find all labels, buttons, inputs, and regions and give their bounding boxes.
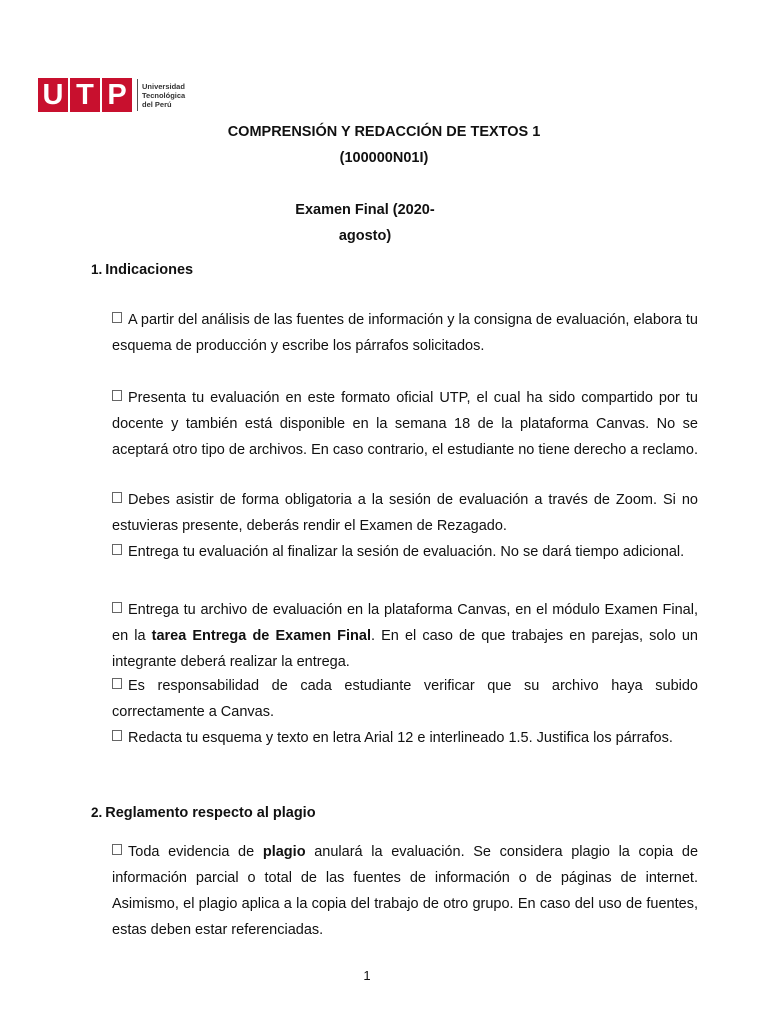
checkbox-glyph-icon [112, 678, 122, 689]
section-number: 2. [91, 805, 103, 820]
course-title: COMPRENSIÓN Y REDACCIÓN DE TEXTOS 1 [227, 124, 541, 140]
checkbox-glyph-icon [112, 492, 122, 503]
list-item [112, 385, 698, 463]
utp-logo [38, 78, 185, 112]
list-item [112, 673, 698, 725]
list-item [112, 597, 698, 675]
logo-letter-u: U [38, 78, 68, 112]
logo-subtitle-line: Universidad [142, 81, 185, 91]
list-item [112, 307, 698, 359]
page-number: 1 [363, 968, 371, 983]
exam-title-line2: agosto) [338, 228, 392, 244]
list-item-text: Debes asistir de forma obligatoria a la sesión de evaluación a través de Zoom. Si no estuvieras presente, deberás rendir el Examen de Rezagado. [112, 492, 698, 534]
logo-letter-p: P [102, 78, 132, 112]
section-number: 1. [91, 262, 103, 277]
logo-subtitle-line: Tecnológica [142, 90, 186, 100]
checkbox-glyph-icon [112, 602, 122, 613]
logo-letter-t: T [70, 78, 100, 112]
exam-title-line1: Examen Final (2020- [295, 202, 435, 218]
list-item [112, 487, 698, 539]
section-heading-text: Indicaciones [105, 262, 194, 278]
list-item-text: Presenta tu evaluación en este formato oficial UTP, el cual ha sido compartido por tu docente y también está disponible en la semana 18 de la plataforma Canvas. No se aceptará otro tipo de archivos. En caso contrario, el estudiante no tiene derecho a reclamo. [112, 390, 698, 458]
course-code: (100000N01I) [339, 150, 429, 166]
checkbox-glyph-icon [112, 312, 122, 323]
list-item-text: anulará la evaluación. Se considera plagio la copia de información parcial o total de las fuentes de información o de páginas de internet. Asimismo, el plagio aplica a la copia del trabajo de otro grupo. En caso del uso de fuentes, estas deben estar referenciadas. [112, 844, 699, 938]
list-item-text: A partir del análisis de las fuentes de información y la consigna de evaluación, elabora tu esquema de producción y escribe los párrafos solicitados. [112, 312, 698, 354]
checkbox-glyph-icon [112, 730, 122, 741]
list-item-bold-text: tarea Entrega de Examen Final [151, 628, 372, 644]
list-item-text: Es responsabilidad de cada estudiante verificar que su archivo haya subido correctamente a Canvas. [112, 678, 698, 720]
checkbox-glyph-icon [112, 390, 122, 401]
list-item [112, 725, 698, 751]
list-item-bold-text: plagio [262, 844, 306, 860]
section-heading-text: Reglamento respecto al plagio [105, 805, 316, 821]
section-heading-plagio [91, 805, 316, 821]
list-item-text: . En el caso de que trabajes en parejas, solo un integrante deberá realizar la entrega. [112, 628, 698, 670]
logo-subtitle-line: del Perú [142, 99, 172, 109]
logo-divider [137, 79, 138, 111]
logo-subtitle [142, 82, 185, 109]
list-item-text: Entrega tu evaluación al finalizar la sesión de evaluación. No se dará tiempo adicional. [128, 544, 685, 560]
list-item-text: Entrega tu archivo de evaluación en la plataforma Canvas, en el módulo Examen Final, en la [112, 602, 698, 644]
exam-title [200, 197, 530, 249]
checkbox-glyph-icon [112, 544, 122, 555]
section-heading-indicaciones [91, 262, 193, 278]
list-item [112, 839, 698, 943]
list-item-text: Redacta tu esquema y texto en letra Arial 12 e interlineado 1.5. Justifica los párrafos. [128, 730, 673, 746]
list-item-text: Toda evidencia de [128, 844, 263, 860]
list-item [112, 539, 698, 565]
checkbox-glyph-icon [112, 844, 122, 855]
